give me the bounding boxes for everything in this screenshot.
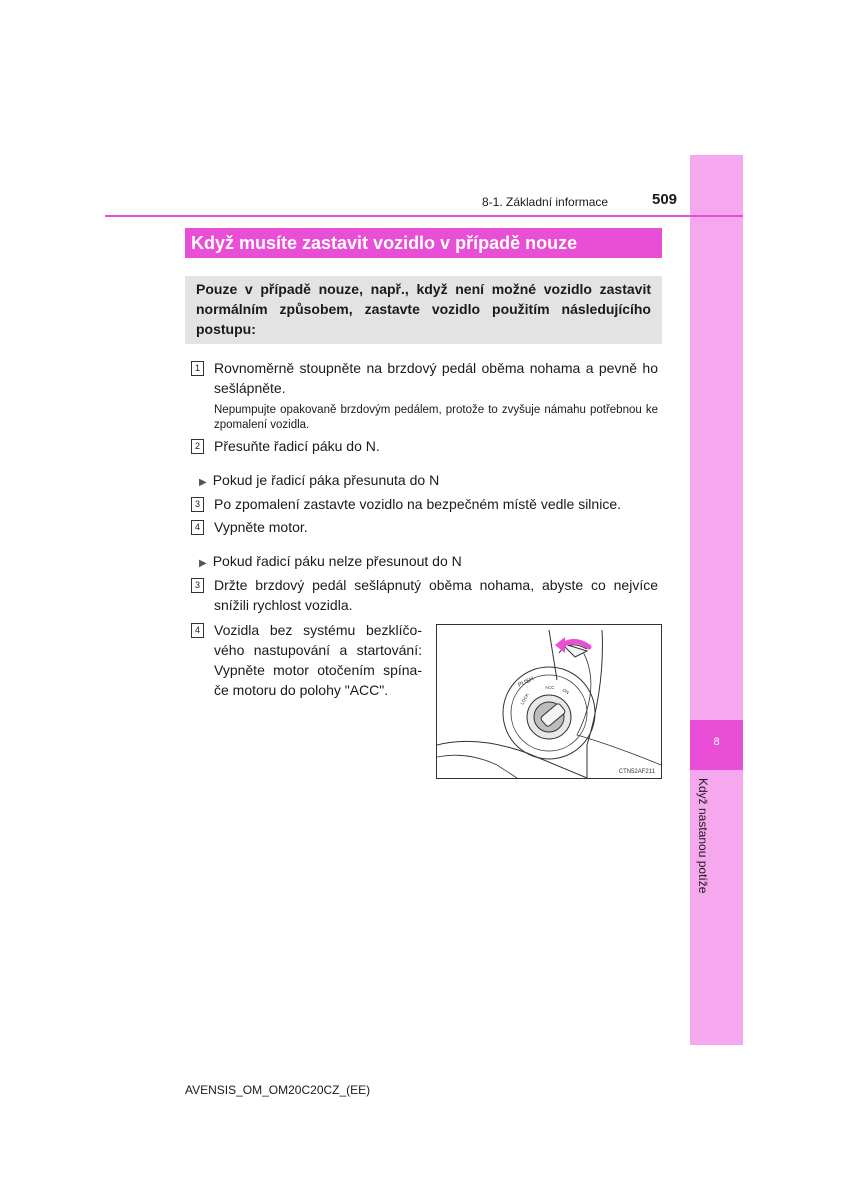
acc-label: ACC (545, 685, 555, 690)
step-text: Vypněte motor. (214, 519, 308, 535)
step-text: Po zpomalení zastavte vozidlo na bezpečném místě vedle silnice. (214, 496, 621, 512)
on-label: ON (561, 687, 570, 696)
bullet-text: Pokud řadicí páku nelze přesunout do N (212, 553, 462, 569)
push-label: PUSH (517, 676, 535, 689)
figure-code: CTN52AF211 (618, 769, 655, 775)
step-1 (191, 358, 658, 398)
chapter-number-tab (690, 720, 743, 770)
step-text: Přesuňte řadicí páku do N. (214, 438, 380, 454)
lock-label: LOCK (519, 692, 530, 706)
step-3b (191, 575, 658, 615)
turn-arrow-icon (555, 637, 565, 653)
chapter-label: Když nastanou potíže (696, 778, 710, 894)
bullet-shift-not-possible (199, 551, 462, 574)
step-number: 3 (191, 497, 204, 512)
page-title: Když musíte zastavit vozidlo v případě nouze (185, 228, 662, 258)
ignition-switch-figure (436, 624, 662, 779)
step-text: Držte brzdový pedál sešlápnutý oběma nohama, abyste co nejvíce snížili rychlost vozidla. (214, 577, 658, 613)
document-footer: AVENSIS_OM_OM20C20CZ_(EE) (185, 1083, 371, 1097)
side-chapter-tab (690, 155, 743, 1045)
step-number: 4 (191, 623, 204, 638)
step-number: 2 (191, 439, 204, 454)
step-text: Rovnoměrně stoupněte na brzdový pedál oběma nohama a pevně ho sešlápněte. (214, 360, 658, 396)
triangle-bullet-icon: ▶ (199, 558, 207, 569)
chapter-number: 8 (713, 736, 720, 748)
section-reference: 8-1. Základní informace (482, 195, 609, 209)
step-3 (191, 494, 658, 514)
step-2 (191, 436, 658, 456)
page-number: 509 (652, 191, 678, 208)
step-4 (191, 517, 658, 537)
bullet-shift-in-n (199, 470, 439, 493)
intro-box: Pouze v případě nouze, např., když není možné vozidlo zastavit normálním způsobem, zastavte vozidlo použitím následujícího postupu: (185, 276, 662, 344)
ignition-switch-illustration (437, 625, 661, 778)
step-text: Vozidla bez systému bezklíčo-vého nastupování a startování: Vypněte motor otočením spína-če motoru do polohy "ACC". (214, 622, 422, 698)
header-divider (105, 215, 743, 217)
bullet-text: Pokud je řadicí páka přesunuta do N (212, 472, 440, 488)
note: Nepumpujte opakovaně brzdovým pedálem, protože to zvyšuje námahu potřebnou ke zpomalení vozidla. (214, 404, 658, 431)
step-number: 3 (191, 578, 204, 593)
step-number: 4 (191, 520, 204, 535)
step-number: 1 (191, 361, 204, 376)
triangle-bullet-icon: ▶ (199, 477, 207, 488)
